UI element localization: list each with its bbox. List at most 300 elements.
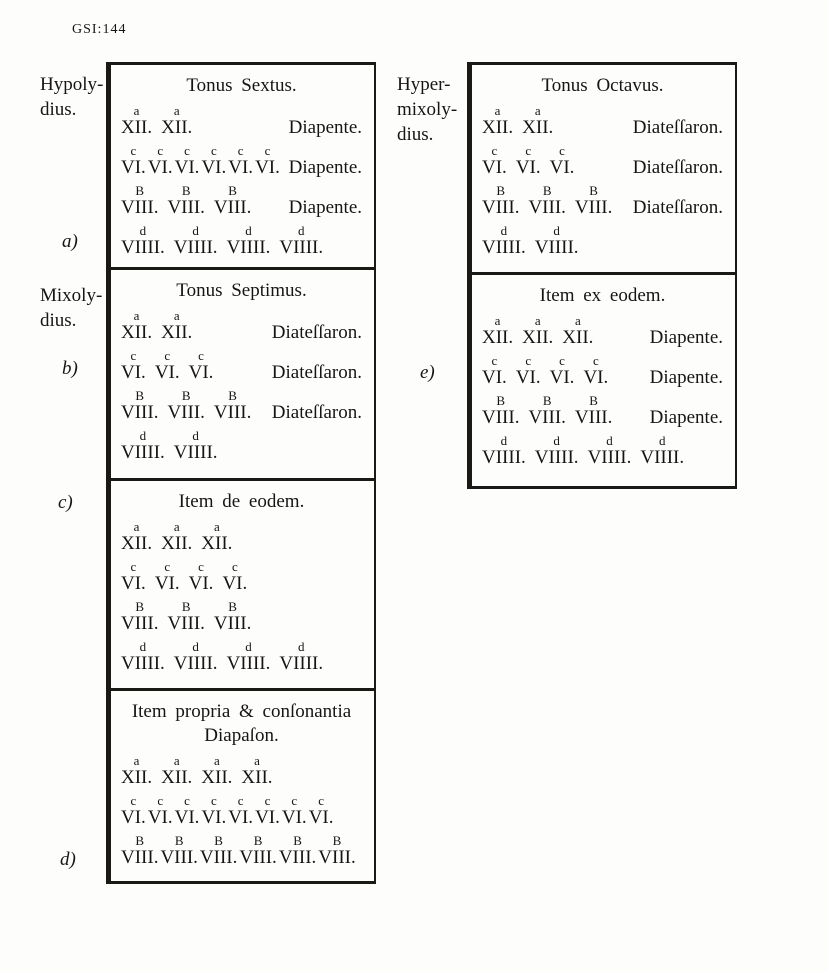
superscript-note-letter: d	[245, 223, 252, 238]
roman-numeral: VIII.	[278, 847, 317, 868]
roman-numeral: VI.	[222, 573, 248, 594]
section-title: Tonus Septimus.	[176, 280, 307, 301]
superscript-note-letter: B	[181, 183, 191, 198]
margin-label-hypolydius	[40, 72, 103, 122]
numeral-row	[482, 354, 723, 388]
numeral-group	[121, 389, 158, 423]
roman-numeral: VIII.	[121, 847, 159, 868]
margin-label-line: mixoly-	[397, 99, 458, 120]
superscript-note-letter: B	[332, 833, 342, 848]
superscript-note-letter: c	[491, 353, 498, 368]
numeral-group	[528, 394, 565, 428]
roman-numeral: VI.	[174, 807, 200, 828]
numeral-group	[522, 104, 553, 138]
numeral-group	[482, 314, 513, 348]
item-marker-a: a)	[62, 231, 78, 252]
margin-label-line: dius.	[397, 124, 434, 145]
margin-label-line: dius.	[40, 310, 77, 331]
numeral-group	[121, 600, 158, 634]
roman-numeral: VIIII.	[534, 447, 579, 468]
interval-label: Diapente.	[288, 117, 362, 138]
roman-numeral: XII.	[121, 322, 153, 343]
numeral-group	[482, 184, 519, 218]
superscript-note-letter: a	[133, 308, 140, 323]
numeral-row	[482, 104, 723, 138]
numeral-group	[200, 834, 237, 868]
superscript-note-letter: c	[130, 348, 137, 363]
numeral-group	[161, 104, 192, 138]
superscript-note-letter: a	[213, 753, 220, 768]
superscript-note-letter: a	[173, 519, 180, 534]
numeral-row	[121, 794, 362, 828]
superscript-note-letter: a	[534, 313, 541, 328]
section-title: Item de eodem.	[178, 491, 305, 512]
numeral-group	[174, 640, 218, 674]
numeral-group	[189, 560, 214, 594]
numeral-group	[175, 794, 200, 828]
superscript-note-letter: c	[318, 793, 324, 808]
superscript-note-letter: B	[542, 183, 552, 198]
roman-numeral: XII.	[241, 767, 273, 788]
roman-numeral: VIIII.	[640, 447, 685, 468]
superscript-note-letter: c	[157, 143, 164, 158]
superscript-note-letter: B	[228, 599, 237, 614]
superscript-note-letter: c	[525, 143, 532, 158]
superscript-note-letter: c	[130, 793, 137, 808]
numeral-row	[482, 224, 723, 258]
roman-numeral: VIII.	[121, 197, 159, 218]
roman-numeral: XII.	[201, 767, 233, 788]
numeral-group	[121, 560, 146, 594]
superscript-note-letter: d	[139, 639, 147, 654]
margin-label-line: dius.	[40, 99, 77, 120]
numeral-group	[228, 794, 253, 828]
superscript-note-letter: B	[293, 833, 302, 848]
superscript-note-letter: c	[130, 143, 137, 158]
item-marker-e: e)	[420, 362, 435, 383]
superscript-note-letter: a	[494, 313, 501, 328]
superscript-note-letter: d	[297, 639, 305, 654]
superscript-note-letter: B	[135, 183, 145, 198]
roman-numeral: VIIII.	[226, 237, 271, 258]
numeral-row	[482, 314, 723, 348]
interval-label: Diateſſaron.	[632, 157, 723, 178]
numeral-group	[201, 520, 232, 554]
numeral-group	[282, 794, 307, 828]
roman-numeral: VIII.	[482, 197, 520, 218]
interval-label: Diateſſaron.	[271, 322, 362, 343]
numeral-group	[222, 560, 247, 594]
numeral-group	[482, 434, 526, 468]
superscript-note-letter: B	[135, 599, 145, 614]
superscript-note-letter: B	[135, 833, 145, 848]
numeral-group	[318, 834, 355, 868]
superscript-note-letter: a	[494, 103, 501, 118]
numeral-group	[121, 834, 158, 868]
superscript-note-letter: a	[254, 753, 260, 768]
numeral-group	[227, 640, 271, 674]
superscript-note-letter: c	[210, 793, 217, 808]
roman-numeral: VI.	[308, 807, 334, 828]
roman-numeral: VI.	[228, 157, 254, 178]
numeral-groups	[121, 560, 247, 594]
roman-numeral: VIII.	[167, 197, 205, 218]
superscript-note-letter: B	[589, 393, 598, 408]
numeral-group	[482, 354, 507, 388]
numeral-row	[121, 429, 362, 463]
superscript-note-letter: c	[237, 143, 244, 158]
roman-numeral: VI.	[201, 157, 227, 178]
roman-numeral: VI.	[201, 807, 227, 828]
superscript-note-letter: c	[264, 143, 271, 158]
numeral-group	[161, 309, 192, 343]
numeral-groups	[121, 754, 273, 788]
roman-numeral: VI.	[188, 362, 214, 383]
roman-numeral: VIII.	[528, 197, 566, 218]
superscript-note-letter: B	[181, 388, 191, 403]
roman-numeral: XII.	[201, 533, 233, 554]
roman-numeral: VIII.	[528, 407, 566, 428]
superscript-note-letter: c	[237, 793, 244, 808]
numeral-group	[535, 224, 579, 258]
numeral-group	[148, 794, 173, 828]
superscript-note-letter: a	[133, 753, 140, 768]
superscript-note-letter: c	[264, 793, 271, 808]
superscript-note-letter: c	[525, 353, 532, 368]
superscript-note-letter: a	[173, 308, 180, 323]
margin-label-hypermixolydius	[397, 72, 457, 147]
numeral-group	[167, 600, 204, 634]
roman-numeral: VIII.	[213, 402, 252, 423]
roman-numeral: VI.	[482, 157, 507, 178]
roman-numeral: VIIII.	[121, 237, 165, 258]
roman-numeral: VI.	[121, 362, 146, 383]
superscript-note-letter: c	[164, 348, 171, 363]
roman-numeral: VI.	[255, 807, 280, 828]
numeral-group	[155, 560, 180, 594]
roman-numeral: XII.	[161, 533, 193, 554]
superscript-note-letter: a	[534, 103, 541, 118]
numeral-groups	[121, 600, 251, 634]
numeral-group	[121, 309, 152, 343]
roman-numeral: VIIII.	[173, 237, 218, 258]
numeral-group	[121, 184, 158, 218]
numeral-group	[161, 520, 192, 554]
superscript-note-letter: c	[157, 793, 164, 808]
numeral-group	[482, 224, 526, 258]
numeral-group	[148, 144, 173, 178]
superscript-note-letter: c	[491, 143, 498, 158]
roman-numeral: VI.	[515, 157, 541, 178]
numeral-group	[227, 224, 271, 258]
numeral-groups	[121, 834, 356, 868]
superscript-note-letter: B	[174, 833, 184, 848]
superscript-note-letter: c	[291, 793, 298, 808]
roman-numeral: VI.	[549, 157, 575, 178]
numeral-group	[535, 434, 579, 468]
numeral-group	[550, 144, 575, 178]
roman-numeral: XII.	[161, 117, 193, 138]
interval-label: Diapente.	[288, 157, 362, 178]
numeral-row	[482, 434, 723, 468]
superscript-note-letter: B	[496, 183, 506, 198]
superscript-note-letter: B	[214, 833, 223, 848]
numeral-group	[214, 600, 251, 634]
roman-numeral: VIII.	[239, 847, 277, 868]
numeral-group	[214, 389, 251, 423]
superscript-note-letter: B	[496, 393, 506, 408]
numeral-group	[528, 184, 565, 218]
margin-label-line: Hypoly-	[40, 74, 104, 95]
superscript-note-letter: c	[198, 348, 204, 363]
numeral-group	[482, 144, 507, 178]
roman-numeral: XII.	[522, 117, 554, 138]
roman-numeral: VIII.	[167, 613, 205, 634]
numeral-group	[121, 429, 165, 463]
roman-numeral: XII.	[562, 327, 594, 348]
numeral-row	[482, 144, 723, 178]
superscript-note-letter: d	[192, 223, 199, 238]
numeral-groups	[482, 184, 612, 218]
numeral-row	[121, 224, 362, 258]
item-marker-d: d)	[60, 849, 76, 870]
numeral-groups	[121, 520, 232, 554]
numeral-group	[201, 144, 226, 178]
superscript-note-letter: B	[253, 833, 263, 848]
numeral-group	[640, 434, 684, 468]
roman-numeral: VI.	[174, 157, 200, 178]
interval-label: Diapente.	[649, 367, 723, 388]
numeral-row	[121, 834, 362, 868]
section-title: Diapaſon.	[204, 725, 279, 746]
numeral-group	[189, 349, 214, 383]
superscript-note-letter: B	[542, 393, 552, 408]
numeral-group	[239, 834, 276, 868]
roman-numeral: VIII.	[167, 402, 205, 423]
numeral-group	[121, 754, 152, 788]
superscript-note-letter: d	[658, 433, 666, 448]
superscript-note-letter: c	[559, 143, 565, 158]
roman-numeral: XII.	[121, 767, 153, 788]
roman-numeral: VIII.	[160, 847, 198, 868]
numeral-row	[121, 144, 362, 178]
numeral-groups	[482, 314, 593, 348]
superscript-note-letter: d	[553, 433, 560, 448]
roman-numeral: VIIII.	[279, 653, 324, 674]
superscript-note-letter: a	[133, 103, 140, 118]
superscript-note-letter: c	[184, 143, 190, 158]
roman-numeral: VIIII.	[482, 447, 526, 468]
numeral-group	[201, 794, 226, 828]
numeral-row	[121, 389, 362, 423]
superscript-note-letter: B	[228, 388, 237, 403]
superscript-note-letter: d	[500, 433, 508, 448]
numeral-groups	[121, 794, 334, 828]
interval-label: Diapente.	[649, 327, 723, 348]
roman-numeral: VIII.	[121, 402, 159, 423]
superscript-note-letter: c	[184, 793, 190, 808]
superscript-note-letter: c	[164, 559, 171, 574]
margin-label-line: Mixoly-	[40, 285, 103, 306]
numeral-group	[575, 394, 612, 428]
superscript-note-letter: B	[135, 388, 145, 403]
roman-numeral: XII.	[161, 767, 193, 788]
roman-numeral: VIII.	[574, 197, 613, 218]
roman-numeral: VIII.	[121, 613, 159, 634]
numeral-group	[550, 354, 575, 388]
numeral-groups	[482, 144, 574, 178]
superscript-note-letter: a	[213, 519, 220, 534]
section-title: Item ex eodem.	[539, 285, 666, 306]
roman-numeral: VIII.	[199, 847, 238, 868]
superscript-note-letter: c	[592, 353, 599, 368]
superscript-note-letter: B	[589, 183, 598, 198]
roman-numeral: VI.	[549, 367, 575, 388]
roman-numeral: VIII.	[318, 847, 356, 868]
tone-section	[111, 688, 376, 884]
superscript-note-letter: B	[181, 599, 191, 614]
margin-label-mixolydius	[40, 283, 102, 333]
numeral-group	[155, 349, 180, 383]
numeral-group	[121, 349, 146, 383]
numeral-groups	[121, 349, 213, 383]
roman-numeral: VI.	[228, 807, 254, 828]
superscript-note-letter: a	[574, 313, 581, 328]
superscript-note-letter: c	[231, 559, 238, 574]
item-marker-b: b)	[62, 358, 78, 379]
page-reference-code: GSI:144	[72, 22, 127, 37]
item-marker-c: c)	[58, 492, 73, 513]
roman-numeral: VI.	[583, 367, 609, 388]
roman-numeral: XII.	[121, 117, 153, 138]
numeral-group	[583, 354, 608, 388]
interval-label: Diateſſaron.	[632, 197, 723, 218]
superscript-note-letter: d	[500, 223, 508, 238]
superscript-note-letter: d	[192, 639, 199, 654]
roman-numeral: XII.	[522, 327, 554, 348]
numeral-group	[482, 104, 513, 138]
numeral-group	[167, 389, 204, 423]
roman-numeral: VI.	[121, 573, 146, 594]
numeral-group	[255, 144, 280, 178]
roman-numeral: VI.	[147, 807, 173, 828]
superscript-note-letter: a	[133, 519, 140, 534]
numeral-groups	[482, 224, 579, 258]
numeral-group	[588, 434, 632, 468]
roman-numeral: VIIII.	[121, 653, 165, 674]
roman-numeral: VIIII.	[173, 653, 218, 674]
roman-numeral: VI.	[281, 807, 307, 828]
roman-numeral: VIII.	[213, 197, 252, 218]
numeral-row	[121, 520, 362, 554]
roman-numeral: XII.	[121, 533, 153, 554]
roman-numeral: VIIII.	[587, 447, 632, 468]
numeral-group	[279, 224, 323, 258]
interval-label: Diapente.	[649, 407, 723, 428]
roman-numeral: VI.	[154, 362, 180, 383]
numeral-group	[161, 754, 192, 788]
numeral-group	[279, 834, 316, 868]
roman-numeral: XII.	[482, 327, 514, 348]
numeral-group	[174, 224, 218, 258]
superscript-note-letter: d	[139, 223, 147, 238]
interval-label: Diateſſaron.	[632, 117, 723, 138]
numeral-groups	[121, 429, 218, 463]
superscript-note-letter: B	[228, 183, 237, 198]
numeral-group	[228, 144, 253, 178]
roman-numeral: XII.	[482, 117, 514, 138]
superscript-note-letter: c	[130, 559, 137, 574]
numeral-groups	[121, 309, 192, 343]
numeral-group	[175, 144, 200, 178]
numeral-group	[575, 184, 612, 218]
numeral-groups	[482, 394, 612, 428]
numeral-group	[201, 754, 232, 788]
numeral-group	[255, 794, 280, 828]
roman-numeral: VI.	[188, 573, 214, 594]
numeral-groups	[482, 104, 553, 138]
numeral-row	[121, 600, 362, 634]
superscript-note-letter: c	[210, 143, 217, 158]
roman-numeral: VI.	[482, 367, 507, 388]
numeral-group	[160, 834, 197, 868]
tone-section	[111, 267, 376, 478]
numeral-group	[121, 224, 165, 258]
roman-numeral: VIII.	[482, 407, 520, 428]
section-title: Tonus Sextus.	[186, 75, 297, 96]
numeral-groups	[121, 224, 323, 258]
numeral-group	[309, 794, 334, 828]
numeral-row	[121, 754, 362, 788]
numeral-group	[516, 144, 541, 178]
numeral-groups	[121, 144, 280, 178]
superscript-note-letter: d	[192, 428, 199, 443]
roman-numeral: VI.	[121, 807, 146, 828]
numeral-groups	[121, 184, 251, 218]
numeral-group	[121, 794, 146, 828]
numeral-group	[174, 429, 218, 463]
numeral-row	[121, 309, 362, 343]
roman-numeral: VIIII.	[226, 653, 271, 674]
numeral-row	[482, 394, 723, 428]
numeral-groups	[121, 104, 192, 138]
tone-section	[111, 62, 376, 267]
superscript-note-letter: c	[559, 353, 565, 368]
numeral-group	[241, 754, 272, 788]
roman-numeral: VIII.	[574, 407, 613, 428]
roman-numeral: XII.	[161, 322, 193, 343]
numeral-groups	[121, 389, 251, 423]
numeral-groups	[482, 354, 608, 388]
numeral-row	[121, 640, 362, 674]
roman-numeral: VIII.	[213, 613, 252, 634]
numeral-group	[522, 314, 553, 348]
superscript-note-letter: a	[173, 753, 180, 768]
numeral-group	[516, 354, 541, 388]
numeral-row	[121, 349, 362, 383]
numeral-group	[167, 184, 204, 218]
numeral-group	[214, 184, 251, 218]
tone-section	[472, 62, 737, 272]
tone-section	[472, 272, 737, 489]
interval-label: Diateſſaron.	[271, 362, 362, 383]
numeral-group	[121, 640, 165, 674]
superscript-note-letter: d	[245, 639, 252, 654]
roman-numeral: VIIII.	[121, 442, 165, 463]
roman-numeral: VIIII.	[482, 237, 526, 258]
numeral-groups	[121, 640, 323, 674]
superscript-note-letter: d	[606, 433, 613, 448]
